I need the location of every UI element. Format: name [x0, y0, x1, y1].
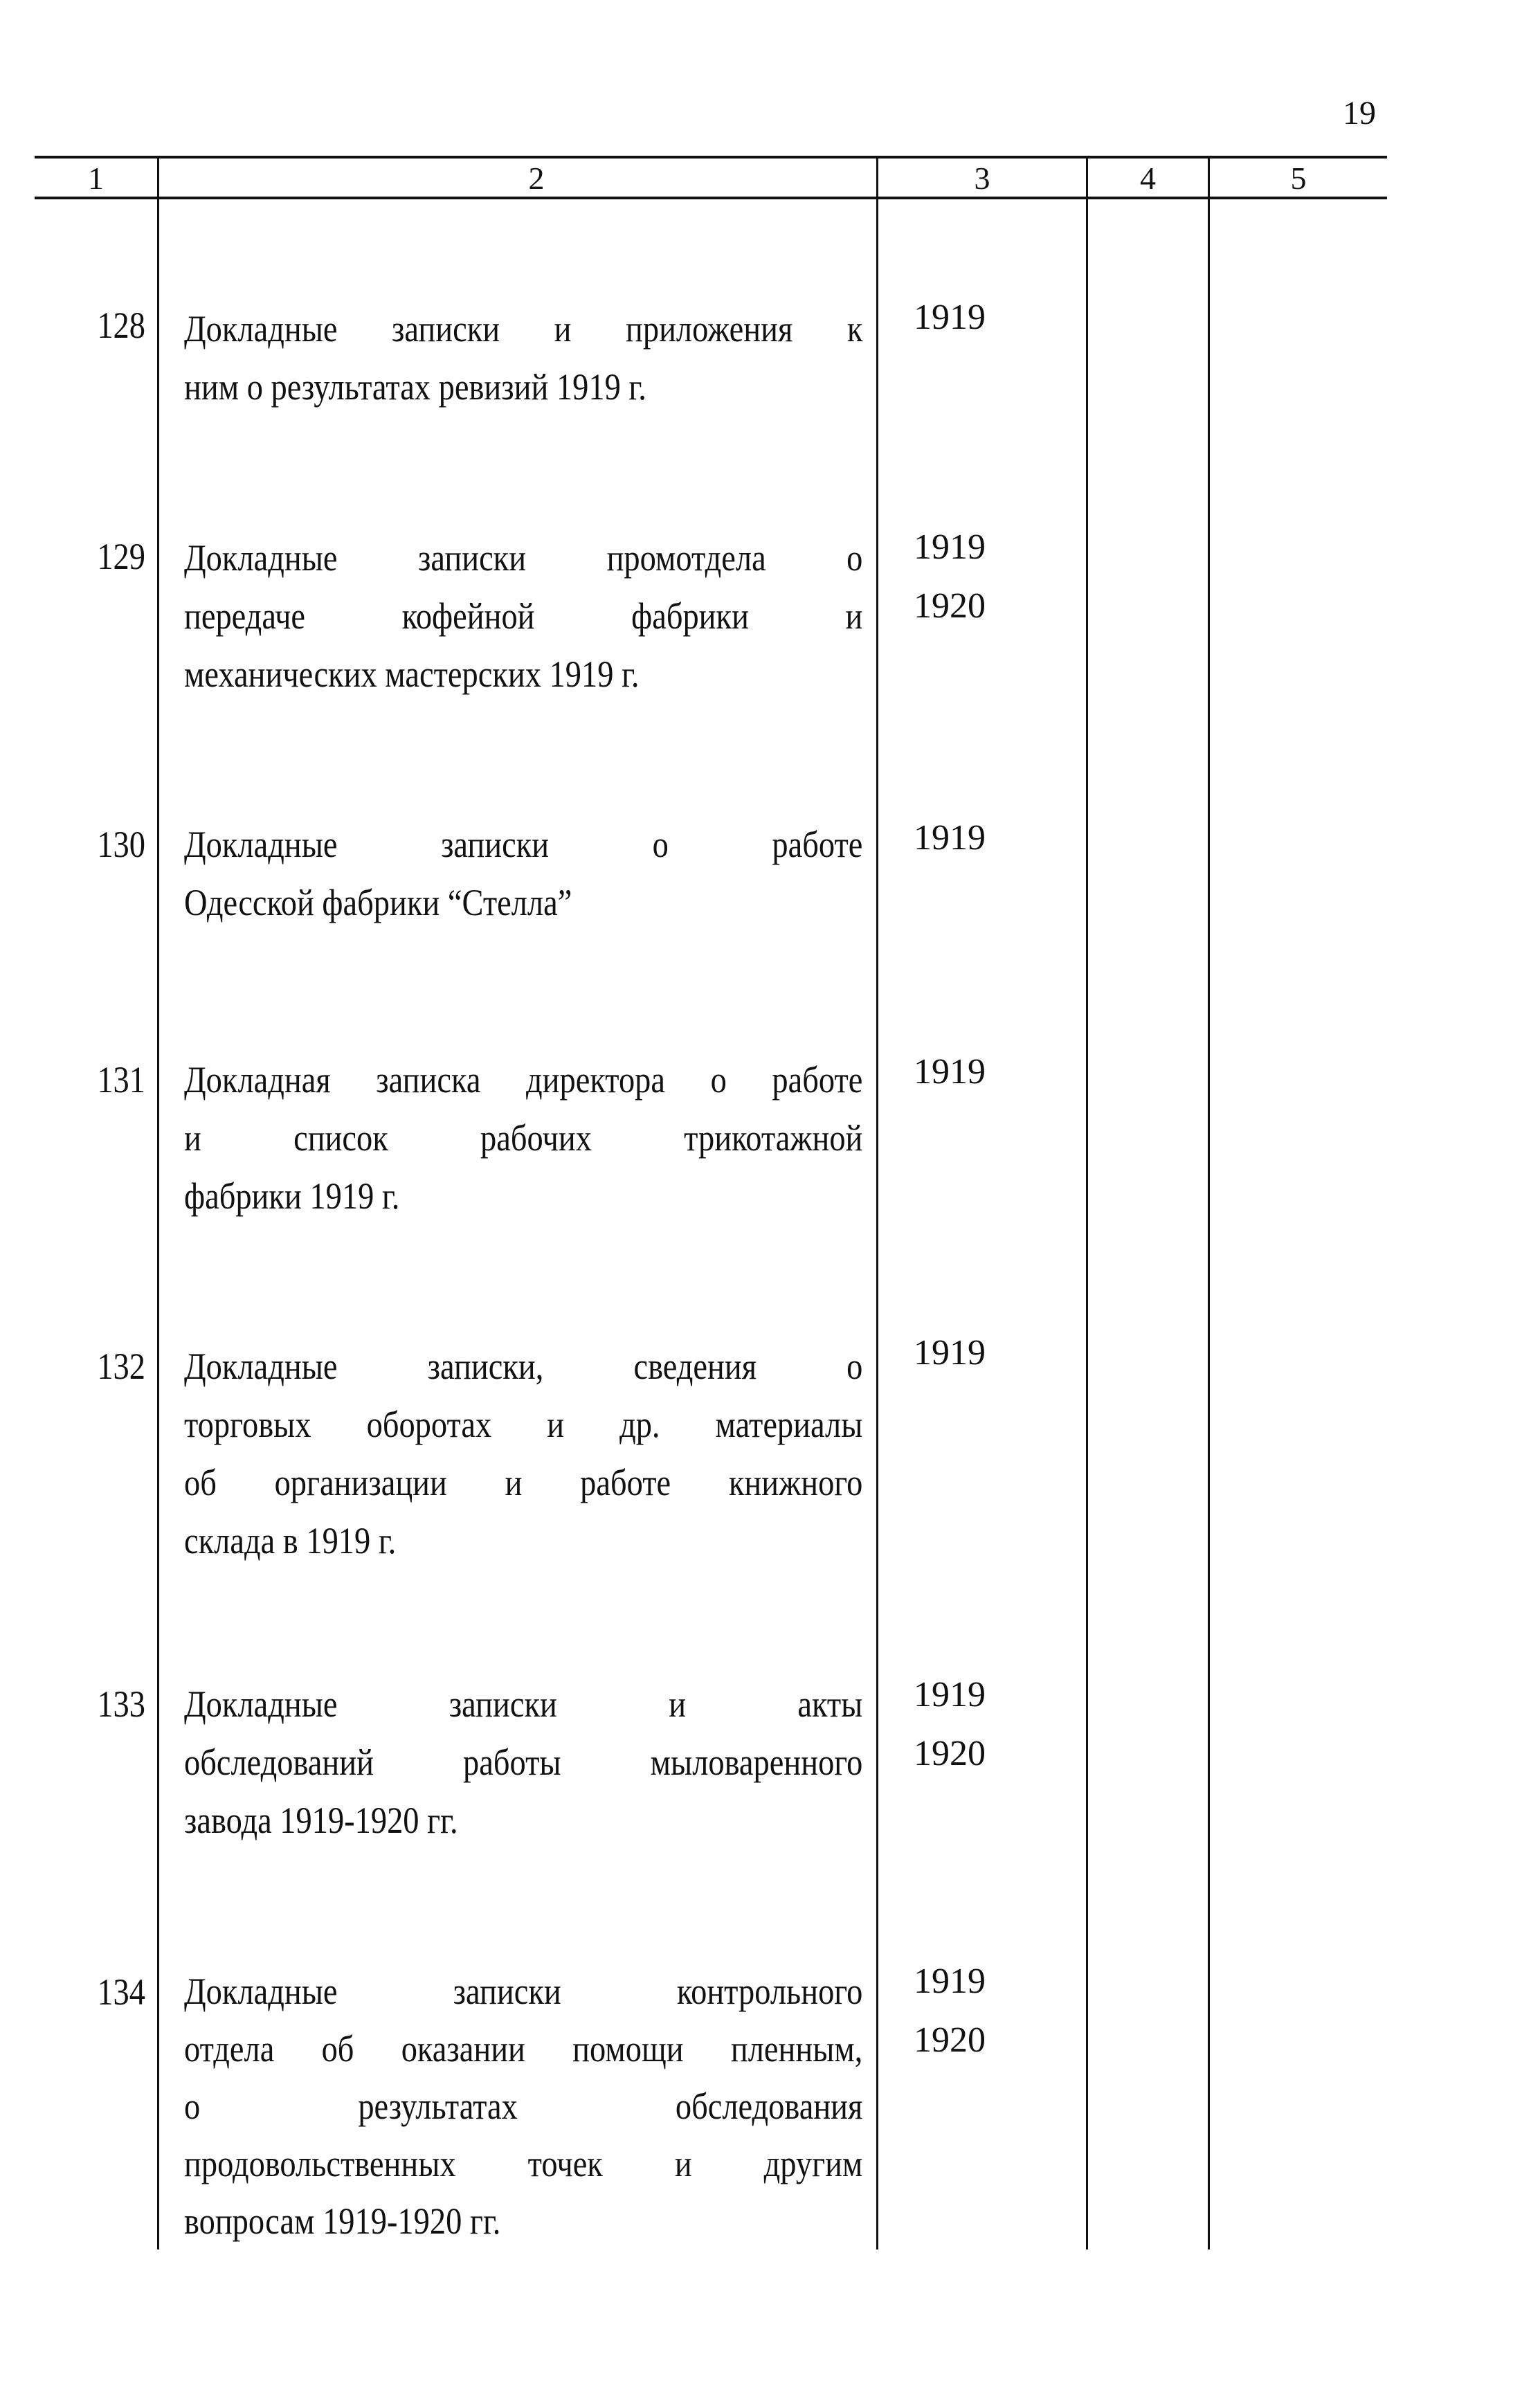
- row-years: [914, 1323, 1052, 1382]
- description-line: Докладные записки и приложения к: [184, 308, 863, 350]
- row-description: [184, 1963, 862, 2250]
- column-divider-2-3: [876, 156, 878, 2249]
- year-value: 1920: [914, 1734, 986, 1773]
- column-header-5: 5: [1290, 161, 1307, 196]
- description-line: Одесской фабрики “Стелла”: [184, 882, 572, 923]
- description-line: и список рабочих трикотажной: [184, 1117, 863, 1159]
- year-value: 1919: [914, 1962, 986, 2001]
- row-description: [184, 1337, 862, 1570]
- row-number: 129: [97, 536, 145, 577]
- description-line: передаче кофейной фабрики и: [184, 595, 863, 637]
- table-top-border: [35, 156, 1387, 159]
- column-header-2: 2: [528, 161, 545, 196]
- row-description: [184, 1051, 862, 1225]
- year-value: 1920: [914, 586, 986, 626]
- year-value: 1919: [914, 1333, 986, 1373]
- description-line: Докладные записки промотдела о: [184, 537, 863, 579]
- column-divider-1-2: [157, 156, 159, 2249]
- table-header-bottom-border: [35, 197, 1387, 199]
- year-value: 1919: [914, 818, 986, 858]
- column-divider-4-5: [1208, 156, 1210, 2249]
- row-years: [914, 288, 1052, 347]
- year-value: 1919: [914, 1675, 986, 1714]
- description-line: Докладные записки о работе: [184, 824, 863, 865]
- row-number: 128: [97, 305, 145, 346]
- description-line: торговых оборотах и др. материалы: [184, 1404, 863, 1445]
- description-line: механических мастерских 1919 г.: [184, 653, 640, 695]
- row-years: [914, 518, 1052, 635]
- year-value: 1919: [914, 527, 986, 567]
- description-line: склада в 1919 г.: [184, 1520, 397, 1561]
- row-number: 131: [97, 1059, 145, 1101]
- description-line: вопросам 1919-1920 гг.: [184, 2200, 501, 2242]
- column-header-4: 4: [1140, 161, 1156, 196]
- description-line: Докладные записки и акты: [184, 1683, 863, 1725]
- row-years: [914, 1952, 1052, 2070]
- row-years: [914, 1042, 1052, 1101]
- column-divider-3-4: [1086, 156, 1088, 2249]
- year-value: 1919: [914, 298, 986, 337]
- row-description: [184, 529, 862, 703]
- row-number: 132: [97, 1346, 145, 1387]
- description-line: Докладная записка директора о работе: [184, 1059, 863, 1101]
- page-number: 19: [1343, 95, 1376, 132]
- description-line: о результатах обследования: [184, 2085, 863, 2127]
- row-years: [914, 1665, 1052, 1783]
- row-years: [914, 808, 1052, 867]
- column-header-3: 3: [974, 161, 990, 196]
- row-number: 130: [97, 824, 145, 865]
- row-number: 134: [97, 1971, 145, 2013]
- description-line: Докладные записки, сведения о: [184, 1346, 863, 1387]
- year-value: 1920: [914, 2020, 986, 2060]
- description-line: фабрики 1919 г.: [184, 1175, 400, 1217]
- description-line: об организации и работе книжного: [184, 1462, 863, 1503]
- year-value: 1919: [914, 1052, 986, 1092]
- description-line: завода 1919-1920 гг.: [184, 1800, 458, 1841]
- description-line: ним о результатах ревизий 1919 г.: [184, 366, 646, 408]
- column-header-1: 1: [88, 161, 104, 196]
- description-line: обследований работы мыловаренного: [184, 1741, 863, 1783]
- row-number: 133: [97, 1683, 145, 1725]
- description-line: Докладные записки контрольного: [184, 1971, 863, 2012]
- row-description: [184, 300, 862, 416]
- row-description: [184, 1675, 862, 1849]
- description-line: отдела об оказании помощи пленным,: [184, 2028, 863, 2070]
- description-line: продовольственных точек и другим: [184, 2143, 863, 2184]
- row-description: [184, 815, 862, 932]
